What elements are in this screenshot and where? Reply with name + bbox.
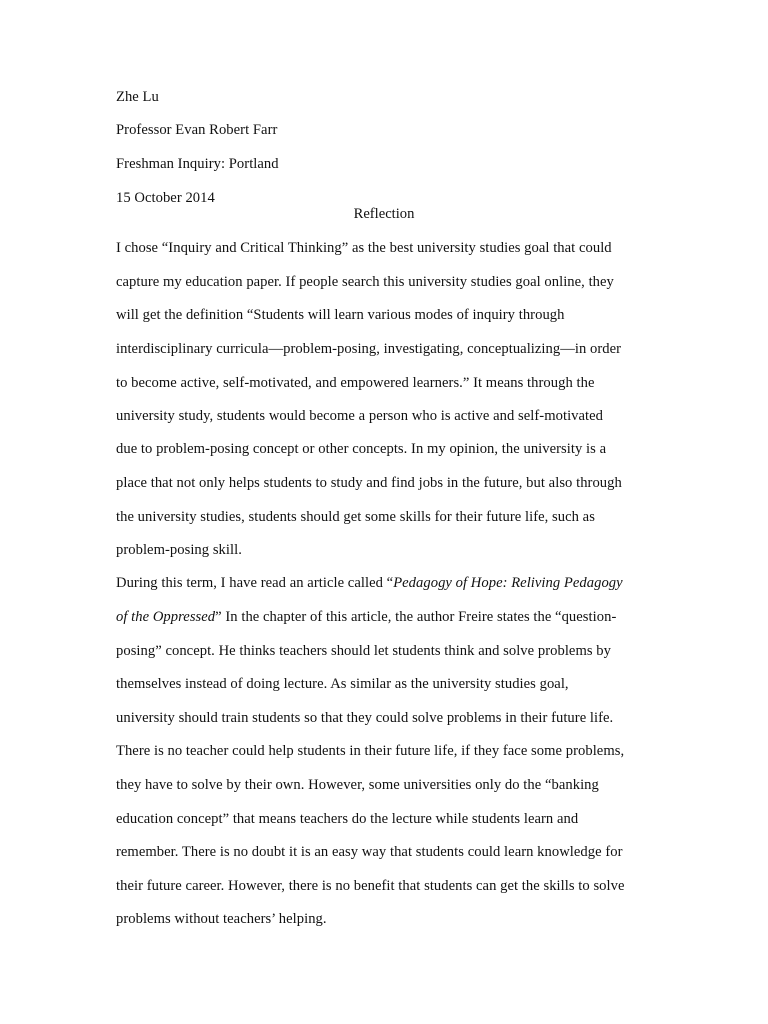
paragraph-2-line xyxy=(116,574,623,592)
paragraph-2-line: university should train students so that they could solve problems in their future life. xyxy=(116,710,614,726)
paragraph-2-line: posing” concept. He thinks teachers should let students think and solve problems by xyxy=(116,643,611,659)
paragraph-2-line: education concept” that means teachers do the lecture while students learn and xyxy=(116,811,579,827)
paragraph-1-line: problem-posing skill. xyxy=(116,542,242,558)
paragraph-1-line: due to problem-posing concept or other concepts. In my opinion, the university is a xyxy=(116,441,607,457)
article-title-part-1: Pedagogy of Hope: Reliving Pedagogy xyxy=(393,575,623,591)
paragraph-1-line: interdisciplinary curricula—problem-posing, investigating, conceptualizing—in order xyxy=(116,341,622,357)
paragraph-1-line: will get the definition “Students will learn various modes of inquiry through xyxy=(116,307,565,323)
paragraph-2-line: themselves instead of doing lecture. As similar as the university studies goal, xyxy=(116,676,569,692)
paragraph-2-line: remember. There is no doubt it is an easy way that students could learn knowledge for xyxy=(116,844,623,860)
paragraph-1-line: the university studies, students should get some skills for their future life, such as xyxy=(116,509,595,525)
paragraph-2-line: they have to solve by their own. However, some universities only do the “banking xyxy=(116,777,599,793)
professor-name: Professor Evan Robert Farr xyxy=(116,122,278,138)
course-name: Freshman Inquiry: Portland xyxy=(116,156,279,172)
paragraph-2-suffix: ” In the chapter of this article, the author Freire states the “question- xyxy=(215,609,617,625)
paragraph-1-line: capture my education paper. If people search this university studies goal online, they xyxy=(116,274,614,290)
article-title-part-2: of the Oppressed xyxy=(116,609,216,625)
paragraph-2-line: There is no teacher could help students in their future life, if they face some problems, xyxy=(116,743,625,759)
document-date: 15 October 2014 xyxy=(116,190,215,206)
paragraph-2-line xyxy=(116,608,616,626)
paragraph-2-line: problems without teachers’ helping. xyxy=(116,911,327,927)
paragraph-1-line: to become active, self-motivated, and empowered learners.” It means through the xyxy=(116,375,595,391)
author-name: Zhe Lu xyxy=(116,89,159,105)
paragraph-2-line: their future career. However, there is no benefit that students can get the skills to solve xyxy=(116,878,625,894)
document-title: Reflection xyxy=(353,206,415,222)
paragraph-1-line: I chose “Inquiry and Critical Thinking” as the best university studies goal that could xyxy=(116,240,612,256)
paragraph-1-line: place that not only helps students to study and find jobs in the future, but also through xyxy=(116,475,622,491)
paragraph-2-prefix: During this term, I have read an article called “ xyxy=(116,575,394,591)
paragraph-1-line: university study, students would become a person who is active and self-motivated xyxy=(116,408,604,424)
